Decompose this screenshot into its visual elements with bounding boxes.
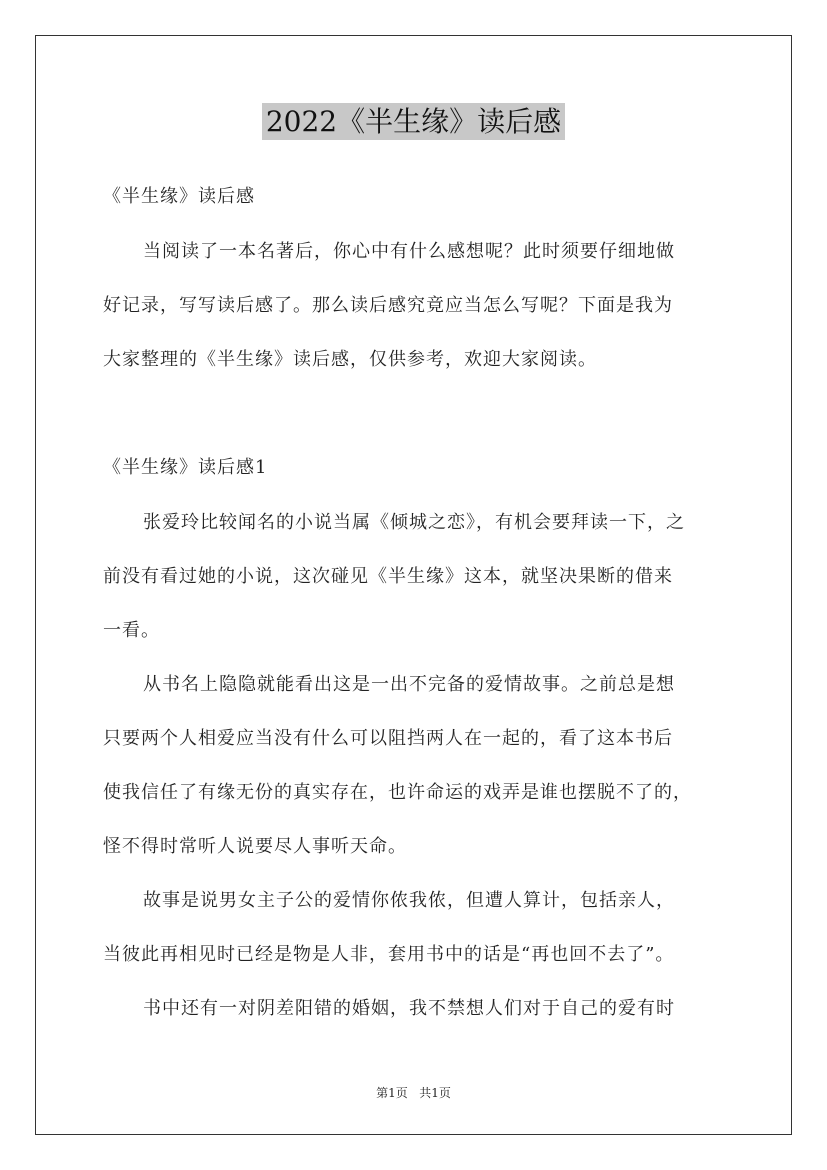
p2-line-3: 使我信任了有缘无份的真实存在，也许命运的戏弄是谁也摆脱不了的， bbox=[103, 782, 692, 803]
intro-line-3: 大家整理的《半生缘》读后感，仅供参考，欢迎大家阅读。 bbox=[103, 349, 597, 370]
p2-line-4: 怪不得时常听人说要尽人事听天命。 bbox=[103, 836, 407, 857]
p2-line-1: 从书名上隐隐就能看出这是一出不完备的爱情故事。之前总是想 bbox=[143, 674, 675, 695]
p1-line-3: 一看。 bbox=[103, 620, 160, 641]
p3-line-1: 故事是说男女主子公的爱情你侬我侬，但遭人算计，包括亲人， bbox=[143, 890, 675, 911]
p1-line-1: 张爱玲比较闻名的小说当属《倾城之恋》，有机会要拜读一下，之 bbox=[143, 512, 685, 533]
p4-line-1: 书中还有一对阴差阳错的婚姻，我不禁想人们对于自己的爱有时 bbox=[143, 998, 675, 1019]
subtitle: 《半生缘》读后感 bbox=[103, 186, 255, 207]
document-title-wrap bbox=[0, 100, 827, 140]
section-heading: 《半生缘》读后感1 bbox=[103, 457, 268, 478]
p1-line-2: 前没有看过她的小说，这次碰见《半生缘》这本，就坚决果断的借来 bbox=[103, 566, 673, 587]
intro-line-2: 好记录，写写读后感了。那么读后感究竟应当怎么写呢？下面是我为 bbox=[103, 295, 673, 316]
intro-line-1: 当阅读了一本名著后，你心中有什么感想呢？此时须要仔细地做 bbox=[143, 241, 675, 262]
p2-line-2: 只要两个人相爱应当没有什么可以阻挡两人在一起的，看了这本书后 bbox=[103, 728, 673, 749]
document-title: 2022《半生缘》读后感 bbox=[262, 103, 565, 140]
page-footer bbox=[0, 1084, 827, 1101]
page-number: 第1页 bbox=[376, 1086, 408, 1100]
page-total: 共1页 bbox=[419, 1086, 451, 1100]
p3-line-2: 当彼此再相见时已经是物是人非，套用书中的话是“再也回不去了”。 bbox=[103, 944, 675, 965]
